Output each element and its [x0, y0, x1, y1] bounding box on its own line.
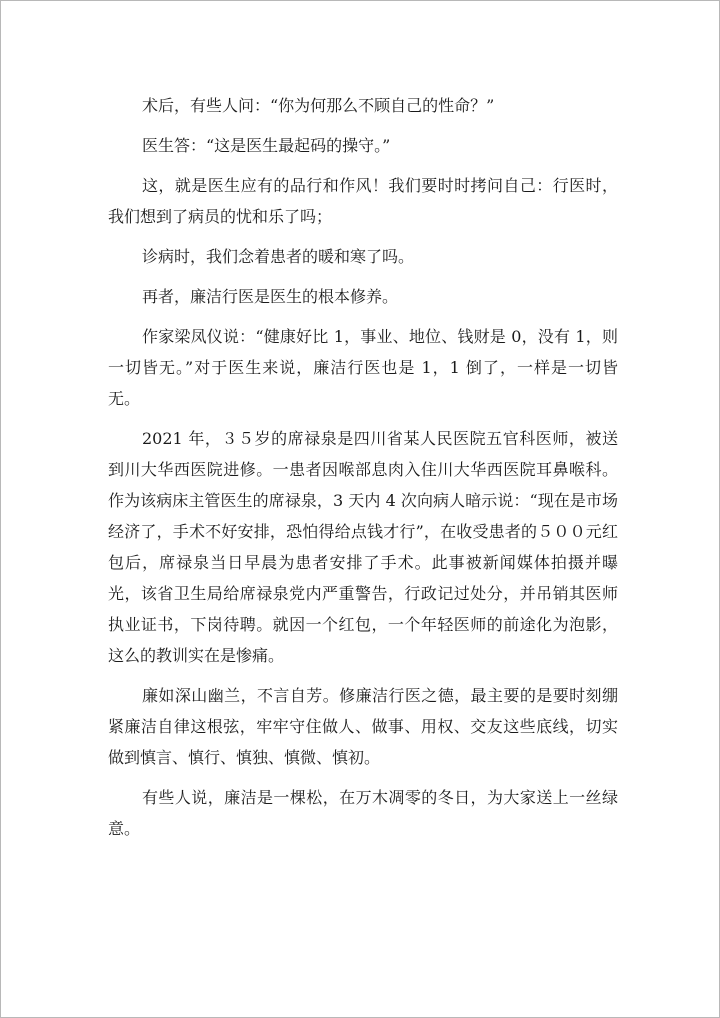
document-body — [108, 90, 618, 853]
paragraph-7: 2021 年，３５岁的席禄泉是四川省某人民医院五官科医师，被送到川大华西医院进修。一患者因喉部息肉入住川大华西医院耳鼻喉科。作为该病床主管医生的席禄泉，3 天内 4 次向病人暗示说：“现在是市场经济了，手术不好安排，恐怕得给点钱才行”，在收受患者的５００元红包后，席禄泉当日早晨为患者安排了手术。此事被新闻媒体拍摄并曝光，该省卫生局给席禄泉党内严重警告，行政记过处分，并吊销其医师执业证书，下岗待聘。就因一个红包，一个年轻医师的前途化为泡影，这么的教训实在是惨痛。 — [108, 429, 618, 665]
paragraph-5: 再者，廉洁行医是医生的根本修养。 — [142, 287, 399, 306]
paragraph-4: 诊病时，我们念着患者的暖和寒了吗。 — [142, 247, 415, 266]
paragraph-8: 廉如深山幽兰，不言自芳。修廉洁行医之德，最主要的是要时刻绷紧廉洁自律这根弦，牢牢守住做人、做事、用权、交友这些底线，切实做到慎言、慎行、慎独、慎微、慎初。 — [108, 686, 618, 767]
paragraph-2: 医生答：“这是医生最起码的操守。” — [142, 136, 391, 155]
paragraph-3: 这，就是医生应有的品行和作风！我们要时时拷问自己：行医时，我们想到了病员的忧和乐了吗； — [108, 176, 618, 226]
paragraph-6: 作家梁凤仪说：“健康好比 1，事业、地位、钱财是 0，没有 1，则一切皆无。”对于医生来说，廉洁行医也是 1，1 倒了，一样是一切皆无。 — [108, 327, 618, 408]
paragraph-9: 有些人说，廉洁是一棵松，在万木凋零的冬日，为大家送上一丝绿意。 — [108, 788, 618, 838]
paragraph-1: 术后，有些人问：“你为何那么不顾自己的性命？” — [142, 96, 495, 115]
